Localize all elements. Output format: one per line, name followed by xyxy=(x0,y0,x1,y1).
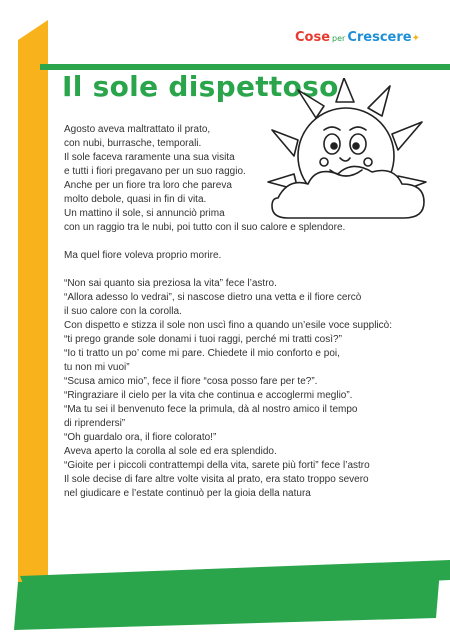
text-line: “ti prego grande sole donami i tuoi raggi, perché mi tratti così?” xyxy=(64,334,342,345)
text-line: con nubi, burrasche, temporali. xyxy=(64,138,202,149)
text-line: Anche per un fiore tra loro che pareva xyxy=(64,180,232,191)
paragraph-gap xyxy=(64,235,444,249)
text-line: Agosto aveva maltrattato il prato, xyxy=(64,124,211,135)
text-line: nel giudicare e l’estate continuò per la gioia della natura xyxy=(64,488,311,499)
text-line: il suo calore con la corolla. xyxy=(64,306,182,317)
story-title: Il sole dispettoso xyxy=(62,70,339,103)
yellow-side-bar xyxy=(18,40,48,600)
text-line: “Io ti tratto un po’ come mi pare. Chiedete il mio conforto e poi, xyxy=(64,348,340,359)
text-line: Il sole decise di fare altre volte visita al prato, era stato troppo severo xyxy=(64,474,369,485)
text-line: Ma quel fiore voleva proprio morire. xyxy=(64,250,222,261)
logo-part-per: per xyxy=(332,34,346,43)
text-line: “Scusa amico mio”, fece il fiore “cosa posso fare per te?”. xyxy=(64,376,318,387)
paragraph-3 xyxy=(64,277,444,501)
text-line: molto debole, quasi in fin di vita. xyxy=(64,194,207,205)
story-text xyxy=(64,123,444,501)
text-line: “Allora adesso lo vedrai”, si nascose dietro una vetta e il fiore cercò xyxy=(64,292,362,303)
text-line: “Ma tu sei il benvenuto fece la primula, dà al nostro amico il tempo xyxy=(64,404,358,415)
text-line: Il sole faceva raramente una sua visita xyxy=(64,152,235,163)
logo-part-cose: Cose xyxy=(295,30,331,45)
text-line: e tutti i fiori pregavano per un suo raggio. xyxy=(64,166,246,177)
paragraph-gap xyxy=(64,263,444,277)
text-line: “Gioite per i piccoli contrattempi della vita, sarete più forti” fece l’astro xyxy=(64,460,370,471)
text-line: “Oh guardalo ora, il fiore colorato!” xyxy=(64,432,217,443)
text-line: “Ringraziare il cielo per la vita che continua e accoglermi meglio”. xyxy=(64,390,353,401)
text-line: Un mattino il sole, si annunciò prima xyxy=(64,208,225,219)
green-bottom-ribbon xyxy=(0,560,450,636)
logo-part-crescere: Crescere xyxy=(347,30,412,45)
paragraph-1 xyxy=(64,123,444,235)
text-line: “Non sai quanto sia preziosa la vita” fece l’astro. xyxy=(64,278,277,289)
text-line: Aveva aperto la corolla al sole ed era splendido. xyxy=(64,446,277,457)
text-line: di riprendersi” xyxy=(64,418,126,429)
text-line: tu non mi vuoi” xyxy=(64,362,130,373)
logo-star-icon: ✦ xyxy=(411,33,420,44)
text-line: con un raggio tra le nubi, poi tutto con il suo calore e splendore. xyxy=(64,222,346,233)
paragraph-2 xyxy=(64,249,444,263)
yellow-decoration-top xyxy=(18,20,48,40)
text-line: Con dispetto e stizza il sole non uscì fino a quando un’esile voce supplicò: xyxy=(64,320,392,331)
brand-logo xyxy=(295,30,420,45)
